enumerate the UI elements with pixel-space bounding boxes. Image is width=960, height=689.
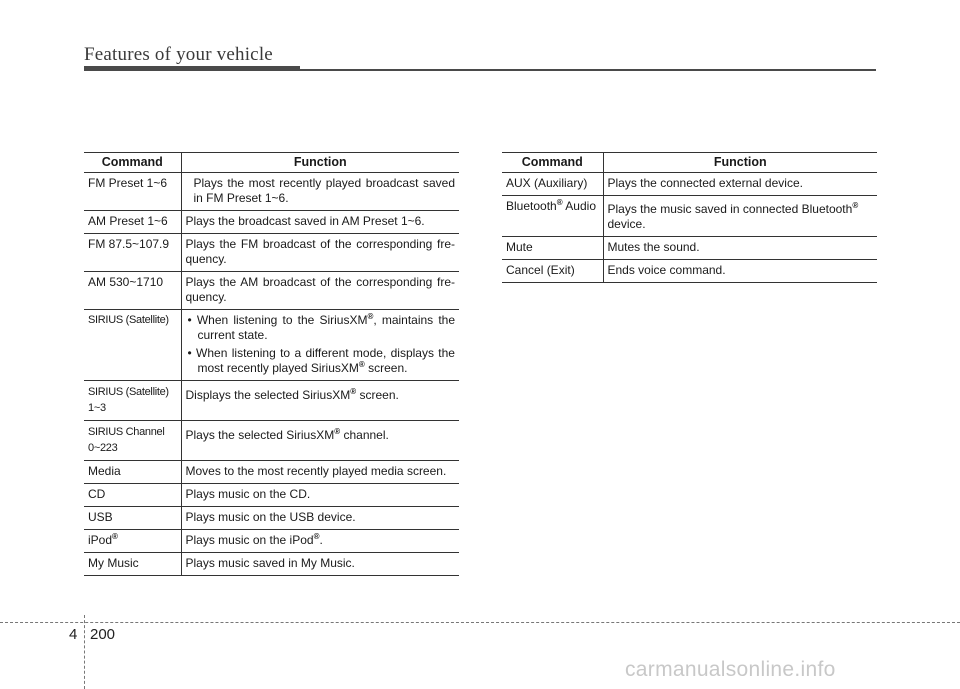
voice-command-table-right — [502, 152, 877, 283]
command-cell: USB — [84, 507, 181, 530]
function-text: Plays music on the iPod — [185, 533, 314, 547]
table-row — [84, 553, 459, 576]
table-row — [84, 234, 459, 272]
registered-mark: ® — [350, 387, 357, 396]
table-row — [502, 260, 877, 283]
table-row — [502, 196, 877, 237]
column-header-command: Command — [502, 153, 603, 173]
table-row — [84, 211, 459, 234]
table-row — [84, 484, 459, 507]
function-cell: Plays the FM broadcast of the corresponding fre-quency. — [181, 234, 459, 272]
function-cell: Moves to the most recently played media screen. — [181, 461, 459, 484]
function-text: Plays the music saved in connected Bluetooth — [607, 202, 853, 216]
command-cell — [84, 530, 181, 553]
bullet-mark: • — [187, 346, 192, 360]
registered-mark: ® — [112, 532, 118, 541]
function-cell: Plays the broadcast saved in AM Preset 1~6. — [181, 211, 459, 234]
table-row — [84, 310, 459, 381]
bullet-mark: • — [187, 313, 192, 327]
function-cell — [181, 421, 459, 461]
bullet-text: When listening to the SiriusXM — [196, 313, 368, 327]
page-number: 200 — [90, 626, 116, 643]
registered-mark: ® — [313, 532, 320, 541]
function-cell: Plays music on the CD. — [181, 484, 459, 507]
table-row — [84, 173, 459, 211]
command-cell: My Music — [84, 553, 181, 576]
footer-vertical-divider — [84, 615, 85, 689]
header-rule-thin — [300, 69, 876, 71]
footer-divider — [0, 622, 960, 623]
command-cell: SIRIUS (Satellite) — [84, 310, 181, 381]
column-header-function: Function — [181, 153, 459, 173]
command-line: 0~223 — [88, 442, 118, 454]
function-cell: Mutes the sound. — [603, 237, 877, 260]
table-row — [84, 461, 459, 484]
table-row — [84, 507, 459, 530]
function-cell — [181, 310, 459, 381]
command-text: Bluetooth — [506, 199, 557, 213]
table-header-row — [84, 153, 459, 173]
function-cell — [181, 381, 459, 421]
function-cell: Plays the connected external device. — [603, 173, 877, 196]
function-text: Plays the most recently played broadcast saved in FM Preset 1~6. — [193, 176, 455, 205]
voice-command-table-left — [84, 152, 459, 576]
command-line: SIRIUS (Satellite) — [88, 386, 169, 398]
watermark: carmanualsonline.info — [625, 658, 836, 681]
column-header-command: Command — [84, 153, 181, 173]
command-cell: Mute — [502, 237, 603, 260]
registered-mark: ® — [556, 198, 563, 207]
registered-mark: ® — [367, 312, 374, 321]
table-row — [84, 530, 459, 553]
table-header-row — [502, 153, 877, 173]
registered-mark: ® — [334, 427, 341, 436]
chapter-number: 4 — [69, 626, 78, 643]
command-cell: AUX (Auxiliary) — [502, 173, 603, 196]
function-cell — [603, 196, 877, 237]
command-cell: Cancel (Exit) — [502, 260, 603, 283]
header-rule-thick — [84, 66, 300, 71]
command-cell: AM Preset 1~6 — [84, 211, 181, 234]
column-header-function: Function — [603, 153, 877, 173]
function-cell: Plays music on the USB device. — [181, 507, 459, 530]
command-text: iPod — [88, 533, 113, 547]
bullet-text-tail: screen. — [364, 361, 408, 375]
registered-mark: ® — [852, 201, 859, 210]
bullet-text: When listening to a different mode, displays the most recently played SiriusXM — [196, 346, 455, 375]
registered-mark: ® — [358, 360, 365, 369]
command-cell — [84, 421, 181, 461]
bullet-text-tail: , maintains the current state. — [197, 313, 455, 342]
function-text: Displays the selected SiriusXM — [185, 388, 351, 402]
command-text-tail: Audio — [562, 199, 596, 213]
command-cell: FM 87.5~107.9 — [84, 234, 181, 272]
table-row — [84, 421, 459, 461]
function-cell: Plays the AM broadcast of the corresponding fre-quency. — [181, 272, 459, 310]
function-cell: Plays music saved in My Music. — [181, 553, 459, 576]
command-line: 1~3 — [88, 402, 106, 414]
command-cell: CD — [84, 484, 181, 507]
command-cell — [84, 381, 181, 421]
table-row — [502, 237, 877, 260]
command-cell — [502, 196, 603, 237]
bullet-item — [186, 313, 456, 343]
function-cell: Ends voice command. — [603, 260, 877, 283]
command-line: SIRIUS Channel — [88, 426, 165, 438]
function-cell — [181, 173, 459, 211]
function-text-tail: screen. — [356, 388, 399, 402]
command-cell: AM 530~1710 — [84, 272, 181, 310]
command-cell: Media — [84, 461, 181, 484]
command-cell: FM Preset 1~6 — [84, 173, 181, 211]
table-row — [502, 173, 877, 196]
table-row — [84, 381, 459, 421]
function-text-tail: channel. — [340, 428, 389, 442]
page-header-title: Features of your vehicle — [84, 44, 273, 65]
table-row — [84, 272, 459, 310]
function-text: Plays the selected SiriusXM — [185, 428, 335, 442]
function-text-tail: device. — [607, 217, 646, 231]
function-cell — [181, 530, 459, 553]
function-text-tail: . — [319, 533, 323, 547]
bullet-item — [186, 346, 456, 376]
